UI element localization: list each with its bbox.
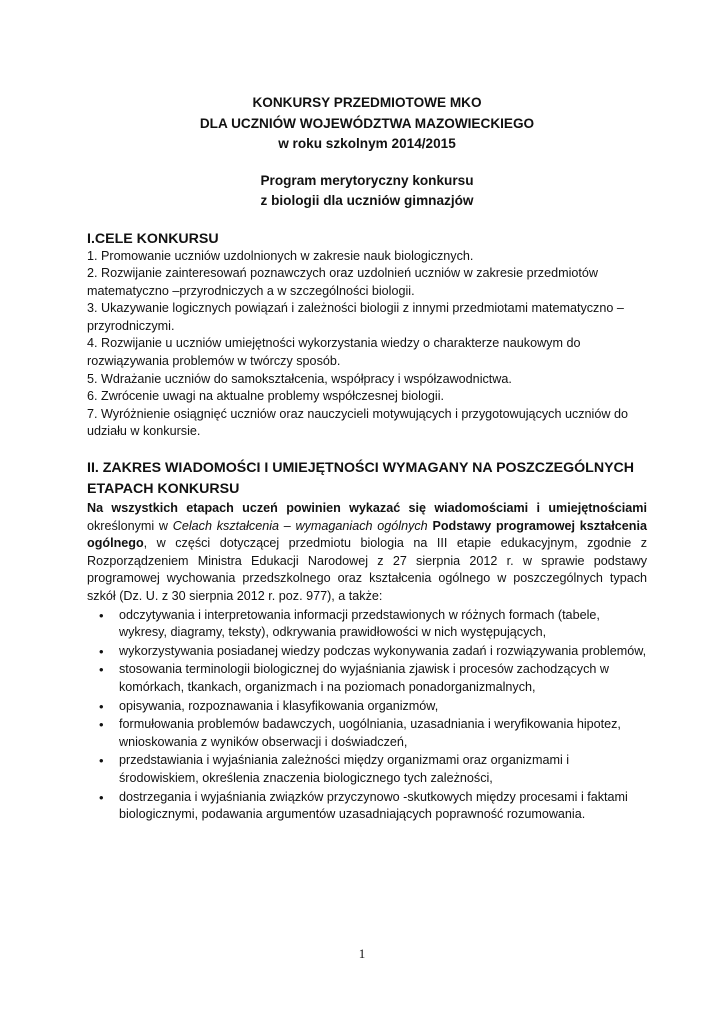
bullet-item: [87, 789, 647, 824]
goal-item-7: 7. Wyróżnienie osiągnięć uczniów oraz nauczycieli motywujących i przygotowujących uczniów do udziału w konkursie.: [87, 406, 628, 439]
bullet-item: [87, 698, 647, 716]
document-title: [87, 93, 647, 155]
bullet-text: odczytywania i interpretowania informacji przedstawionych w różnych formach (tabele, wykresy, diagramy, teksty), odkrywania prawidłowości w nich występujących,: [119, 607, 600, 640]
intro-bold-podstawa: Podstawy programowej kształcenia ogólnego: [87, 518, 647, 551]
bullet-icon: •: [99, 698, 104, 714]
bullet-text: stosowania terminologii biologicznej do wyjaśniania zjawisk i procesów zachodzących w komórkach, tkankach, organizmach i na poziomach ponadorganizmalnych,: [119, 662, 609, 694]
title-line-3: w roku szkolnym 2014/2015: [278, 136, 456, 151]
bullet-text: przedstawiania i wyjaśniania zależności między organizmami oraz organizmami i środowiskiem, określenia znaczenia biologicznego tych zależności,: [119, 753, 570, 785]
bullet-icon: •: [99, 607, 104, 623]
goals-list: [87, 248, 647, 442]
bullet-text: wykorzystywania posiadanej wiedzy podczas wykonywania zadań i rozwiązywania problemów,: [119, 643, 647, 658]
bullet-text: opisywania, rozpoznawania i klasyfikowania organizmów,: [119, 698, 439, 713]
section-2-heading-line-1: II. ZAKRES WIADOMOŚCI I UMIEJĘTNOŚCI WYMAGANY NA POSZCZEGÓLNYCH: [87, 460, 635, 477]
bullet-item: [87, 661, 647, 696]
subtitle-line-1: Program merytoryczny konkursu: [260, 172, 474, 188]
bullet-item: [87, 716, 647, 751]
goal-item-5: 5. Wdrażanie uczniów do samokształcenia, współpracy i współzawodnictwa.: [87, 371, 512, 386]
title-line-1: KONKURSY PRZEDMIOTOWE MKO: [252, 95, 482, 110]
intro-text-3: , w części dotyczącej przedmiotu biologia na III etapie edukacyjnym, zgodnie z Rozporządzeniem Ministra Edukacji Narodowej z 27 sierpnia 2012 r. w sprawie podstawy programowej wychowania przedszkolnego oraz kształcenia ogólnego w poszczególnych typach szkół (Dz. U. z 30 sierpnia 2012 r. poz. 977), a także:: [87, 536, 647, 603]
document-subtitle: [87, 171, 647, 212]
bullet-icon: •: [99, 717, 104, 733]
goal-item-6: 6. Zwrócenie uwagi na aktualne problemy współczesnej biologii.: [87, 389, 445, 404]
bullet-item: [87, 752, 647, 787]
document-page: [87, 93, 647, 825]
bullet-text: dostrzegania i wyjaśniania związków przyczynowo -skutkowych między procesami i faktami biologicznymi, podawania argumentów uzasadniających poprawność rozumowania.: [119, 789, 628, 822]
bullet-item: [87, 643, 647, 661]
section-1-heading: I.CELE KONKURSU: [87, 230, 219, 247]
skills-bullet-list: [87, 607, 647, 824]
intro-paragraph: [87, 500, 647, 606]
goal-item-1: 1. Promowanie uczniów uzdolnionych w zakresie nauk biologicznych.: [87, 248, 474, 263]
bullet-item: [87, 607, 647, 642]
bullet-icon: •: [99, 643, 104, 659]
goal-item-2: 2. Rozwijanie zainteresowań poznawczych oraz uzdolnień uczniów w zakresie przedmiotów matematyczno –przyrodniczych a w szczególności biologii.: [87, 266, 598, 298]
intro-italic: Celach kształcenia – wymaganiach ogólnych: [172, 518, 428, 533]
intro-text-1: określonymi w: [87, 518, 173, 533]
intro-bold-lead: Na wszystkich etapach uczeń powinien wykazać się wiadomościami i umiejętnościami: [87, 501, 647, 516]
bullet-icon: •: [99, 662, 104, 678]
bullet-icon: •: [99, 753, 104, 769]
page-number: 1: [358, 946, 366, 961]
section-2-intro: [87, 500, 647, 606]
bullet-text: formułowania problemów badawczych, uogólniania, uzasadniania i weryfikowania hipotez, wnioskowania z wyników obserwacji i doświadczeń,: [119, 717, 621, 749]
title-line-2: DLA UCZNIÓW WOJEWÓDZTWA MAZOWIECKIEGO: [199, 115, 535, 131]
goal-item-4: 4. Rozwijanie u uczniów umiejętności wykorzystania wiedzy o charakterze naukowym do rozwiązywania problemów w twórczy sposób.: [87, 336, 581, 369]
bullet-icon: •: [99, 789, 104, 805]
goal-item-3: 3. Ukazywanie logicznych powiązań i zależności biologii z innymi przedmiotami matematyczno –przyrodniczymi.: [87, 301, 624, 333]
section-2-heading: [87, 458, 647, 500]
subtitle-line-2: z biologii dla uczniów gimnazjów: [260, 193, 474, 208]
section-2-heading-line-2: ETAPACH KONKURSU: [87, 481, 240, 498]
